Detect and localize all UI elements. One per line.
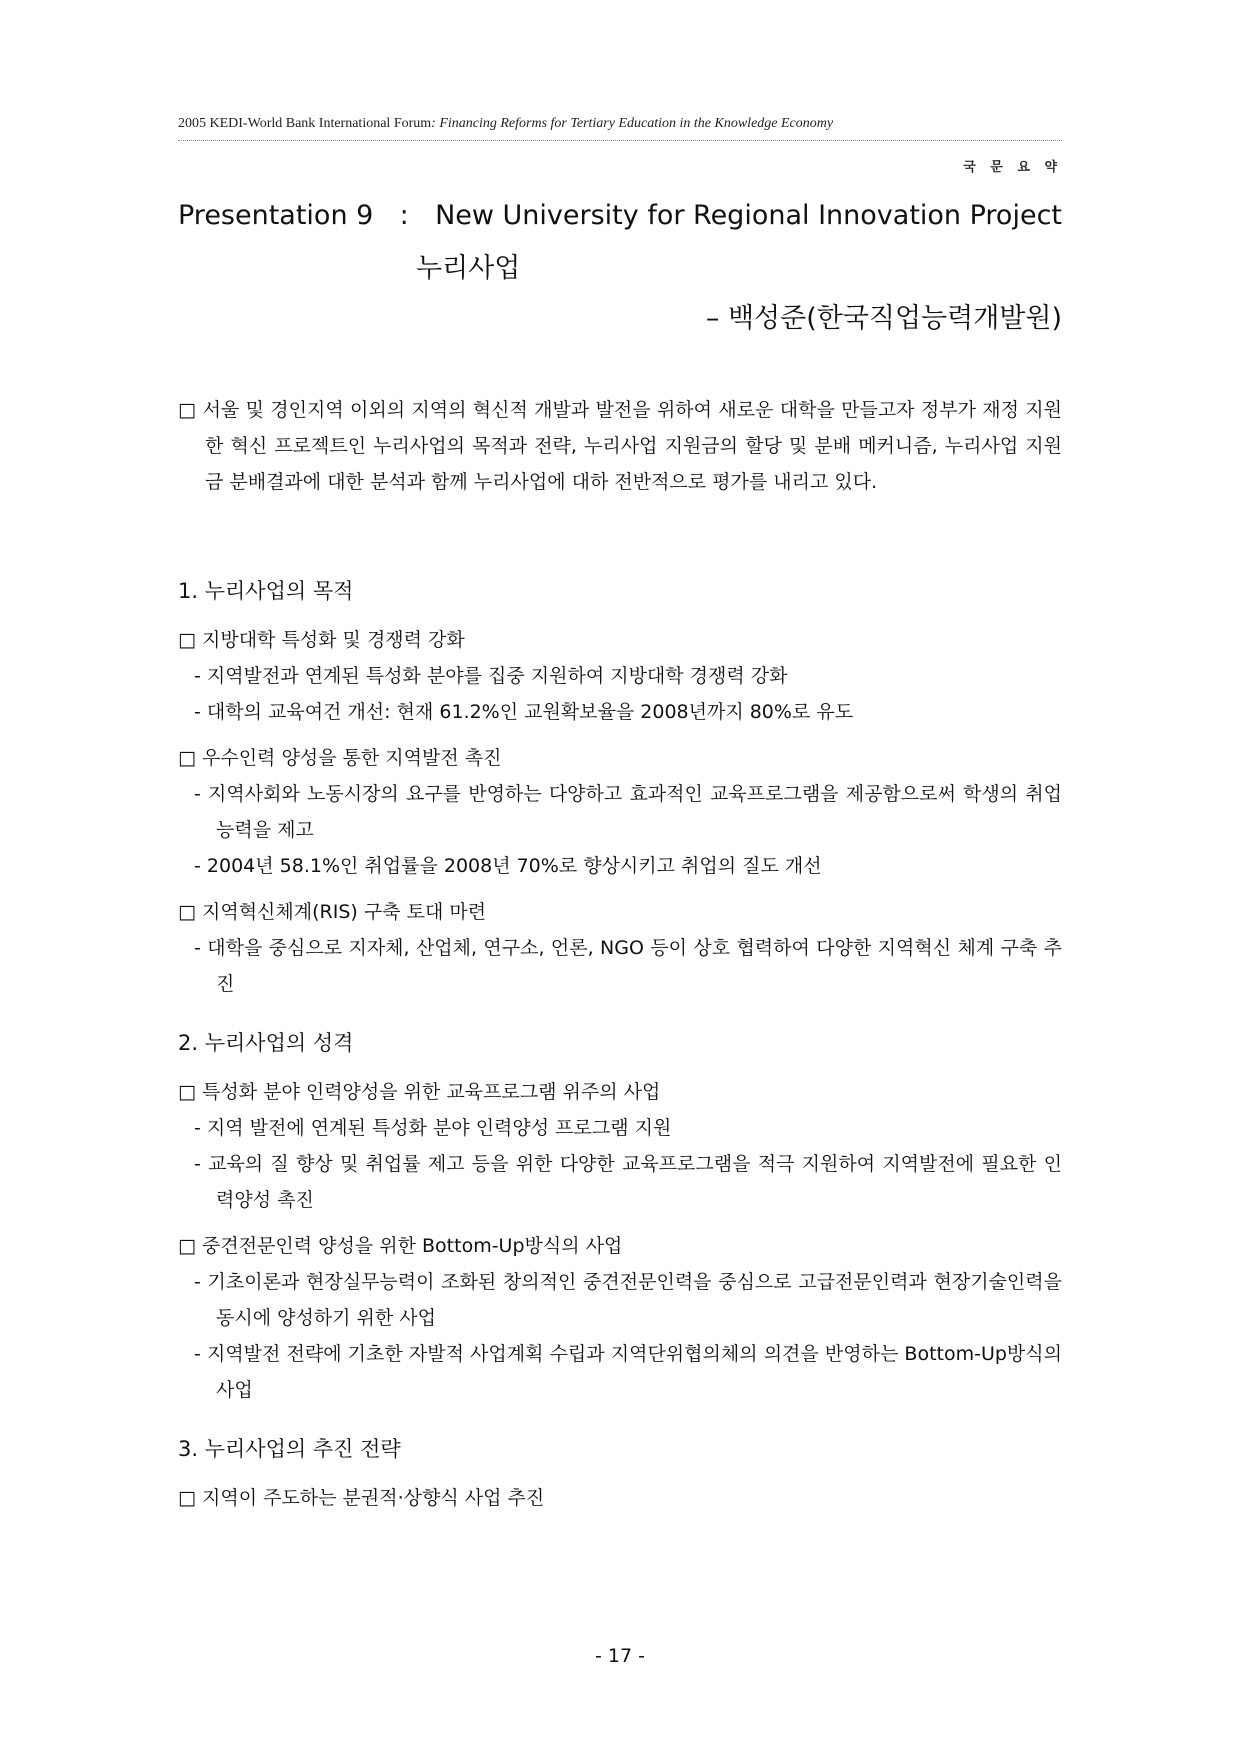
checkbox-item [178,740,1062,884]
presentation-number: Presentation 9 [178,200,374,231]
bullet-point: - 대학을 중심으로 지자체, 산업체, 연구소, 언론, NGO 등이 상호 협력하여 다양한 지역혁신 체계 구축 추진 [194,937,1062,995]
bullet-point: - 교육의 질 향상 및 취업률 제고 등을 위한 다양한 교육프로그램을 적극 지원하여 지역발전에 필요한 인력양성 촉진 [194,1153,1062,1211]
summary-label: 국 문 요 약 [963,160,1062,175]
presentation-title [178,200,1062,231]
section-spacer [178,1418,1062,1434]
checkbox-item [178,894,1062,1002]
bullet-point: - 지역 발전에 연계된 특성화 분야 인력양성 프로그램 지원 [194,1117,672,1139]
item-title: □ 지방대학 특성화 및 경쟁력 강화 [178,629,465,651]
section-spacer [178,1012,1062,1028]
bullet-point: - 기초이론과 현장실무능력이 조화된 창의적인 중견전문인력을 중심으로 고급전문인력과 현장기술인력을 동시에 양성하기 위한 사업 [194,1271,1062,1329]
section-heading: 3. 누리사업의 추진 전략 [178,1437,401,1461]
checkbox-item [178,622,1062,730]
item-title: □ 지역이 주도하는 분권적·상향식 사업 추진 [178,1487,545,1509]
checkbox-item [178,1228,1062,1408]
forum-name: 2005 KEDI-World Bank International Forum [178,116,432,131]
intro-paragraph: □ 서울 및 경인지역 이외의 지역의 혁신적 개발과 발전을 위하여 새로운 대학을 만들고자 정부가 재정 지원한 혁신 프로젝트인 누리사업의 목적과 전략, 누리사업 지원금의 할당 및 분배 메커니즘, 누리사업 지원금 분배결과에 대한 분석과 함께 누리사업에 대하 전반적으로 평가를 내리고 있다. [178,399,1062,493]
item-title: □ 우수인력 양성을 통한 지역발전 촉진 [178,747,502,769]
bullet-point: - 지역발전과 연계된 특성화 분야를 집중 지원하여 지방대학 경쟁력 강화 [194,665,788,687]
title-english: New University for Regional Innovation Project [435,200,1062,231]
forum-subtitle: : Financing Reforms for Tertiary Education in the Knowledge Economy [431,116,834,131]
item-title: □ 특성화 분야 인력양성을 위한 교육프로그램 위주의 사업 [178,1081,661,1103]
item-title: □ 지역혁신체계(RIS) 구축 토대 마련 [178,901,487,923]
author-line: – 백성준(한국직업능력개발원) [705,303,1062,334]
title-korean: 누리사업 [416,253,521,284]
checkbox-item [178,1480,1062,1516]
bullet-point: - 2004년 58.1%인 취업률을 2008년 70%로 향상시키고 취업의 질도 개선 [194,855,822,877]
section-heading: 1. 누리사업의 목적 [178,579,354,603]
sections-container [178,576,1062,1526]
bullet-point: - 지역발전 전략에 기초한 자발적 사업계획 수립과 지역단위협의체의 의견을 반영하는 Bottom-Up방식의 사업 [194,1343,1062,1401]
bullet-point: - 지역사회와 노동시장의 요구를 반영하는 다양하고 효과적인 교육프로그램을 제공함으로써 학생의 취업 능력을 제고 [194,783,1062,841]
section-heading: 2. 누리사업의 성격 [178,1031,354,1055]
running-header [178,116,1058,132]
checkbox-item [178,1074,1062,1218]
header-divider [178,140,1062,141]
page-number: - 17 - [595,1645,645,1667]
bullet-point: - 대학의 교육여건 개선: 현재 61.2%인 교원확보율을 2008년까지 80%로 유도 [194,701,854,723]
title-colon: : [399,200,409,231]
item-title: □ 중견전문인력 양성을 위한 Bottom-Up방식의 사업 [178,1235,623,1257]
